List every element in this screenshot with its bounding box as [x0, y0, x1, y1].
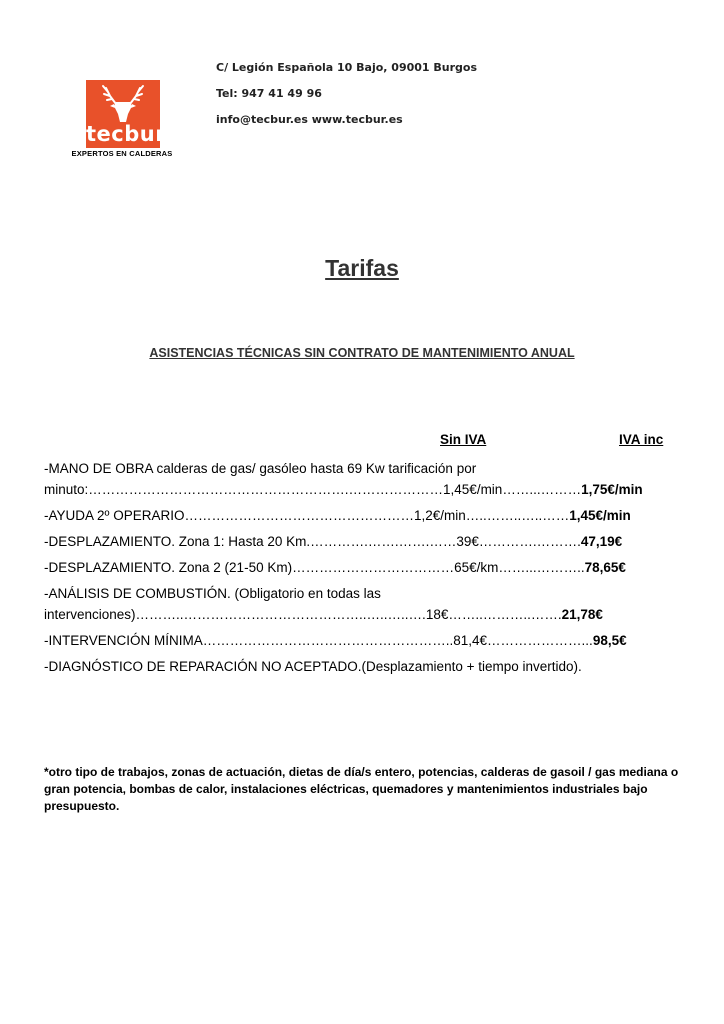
rate-row-analisis-combustion — [44, 583, 684, 625]
rate-description: -ANÁLISIS DE COMBUSTIÓN. (Obligatorio en todas las — [44, 586, 381, 601]
tecbur-logo — [64, 80, 180, 160]
rate-sin-iva: 18€……..………..……. — [425, 607, 562, 622]
rate-row-desplazamiento-zona-1 — [44, 531, 684, 552]
address: C/ Legión Española 10 Bajo, 09001 Burgos — [216, 61, 478, 74]
rate-iva-inc: 98,5€ — [592, 633, 627, 648]
rate-description: -DIAGNÓSTICO DE REPARACIÓN NO ACEPTADO.(Desplazamiento + tiempo invertido). — [44, 659, 582, 674]
rate-iva-inc: 1,75€/min — [581, 482, 643, 497]
rate-description-cont: minuto:………………………………………………….………………… — [44, 482, 444, 497]
logo-tagline: EXPERTOS EN CALDERAS — [71, 149, 173, 158]
contact-block — [216, 60, 477, 138]
rate-iva-inc: 1,45€/min — [569, 508, 631, 523]
rate-iva-inc: 47,19€ — [580, 534, 623, 549]
rate-row-ayuda — [44, 505, 684, 526]
rate-sin-iva: 65€/km……...……….. — [454, 560, 585, 575]
rate-description: -DESPLAZAMIENTO. Zona 1: Hasta 20 Km.………….…….…….…… — [44, 534, 457, 549]
rate-description: -DESPLAZAMIENTO. Zona 2 (21-50 Km)……………………………… — [44, 560, 455, 575]
rate-row-diagnostico — [44, 656, 684, 677]
col-header-iva-inc: IVA inc — [619, 432, 664, 447]
rate-row-mano-de-obra — [44, 458, 684, 500]
rate-sin-iva: 81,4€…………………... — [453, 633, 593, 648]
rate-sin-iva: 1,45€/min……...……… — [443, 482, 582, 497]
section-subtitle: ASISTENCIAS TÉCNICAS SIN CONTRATO DE MANTENIMIENTO ANUAL — [149, 346, 575, 360]
rate-description-cont: intervenciones)………..…………………………………..…..…..…. — [44, 607, 426, 622]
rate-row-intervencion-minima — [44, 630, 684, 651]
logo-name: tecbur — [86, 122, 167, 146]
footnote: *otro tipo de trabajos, zonas de actuación, dietas de día/s entero, potencias, calderas de gasoil / gas mediana o gran potencia, bombas de calor, instalaciones eléctricas, quemadores y mantenimientos industriales bajo presupuesto. — [44, 765, 679, 813]
rate-description: -INTERVENCIÓN MÍNIMA……………………………………………….. — [44, 633, 454, 648]
rate-description: -MANO DE OBRA calderas de gas/ gasóleo hasta 69 Kw tarificación por — [44, 461, 477, 476]
page-title: Tarifas — [325, 255, 399, 281]
rate-description: -AYUDA 2º OPERARIO…………………………………………… — [44, 508, 414, 523]
rate-sin-iva: 1,2€/min…..……..…..…… — [413, 508, 570, 523]
rate-sin-iva: 39€………….………. — [456, 534, 581, 549]
rate-iva-inc: 21,78€ — [561, 607, 603, 622]
rate-row-desplazamiento-zona-2 — [44, 557, 684, 578]
rate-iva-inc: 78,65€ — [584, 560, 626, 575]
rates-list — [44, 458, 684, 682]
phone: Tel: 947 41 49 96 — [216, 87, 322, 100]
email-web: info@tecbur.es www.tecbur.es — [216, 113, 403, 126]
col-header-sin-iva: Sin IVA — [440, 432, 487, 447]
